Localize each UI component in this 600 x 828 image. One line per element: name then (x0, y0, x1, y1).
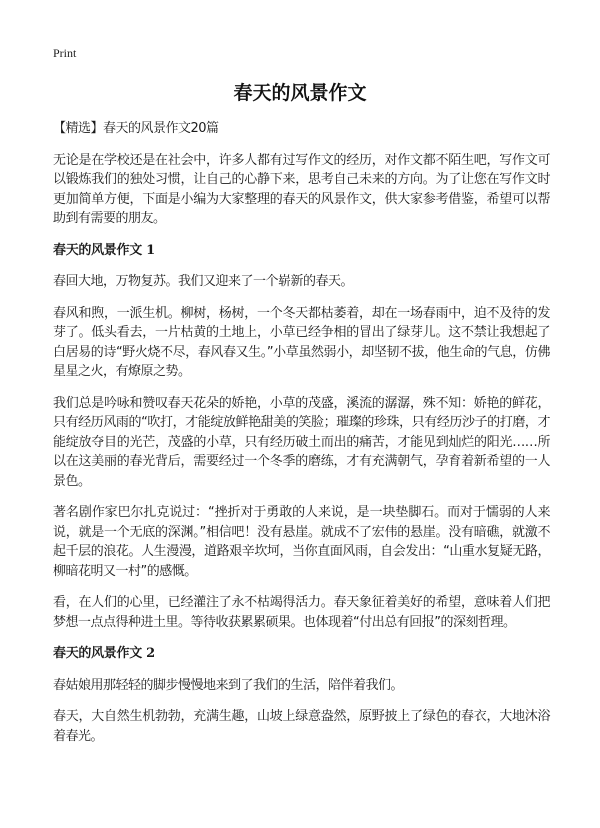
section-heading-1: 春天的风景作文 1 (53, 242, 155, 258)
print-link[interactable]: Print (53, 46, 77, 60)
article-subtitle: 【精选】春天的风景作文20篇 (53, 121, 219, 136)
page-title: 春天的风景作文 (233, 82, 367, 104)
paragraph: 春风和煦，一派生机。柳树，杨树，一个冬天都枯萎着，却在一场春雨中，迫不及待的发芽了。低头看去，一片枯黄的土地上，小草已经争相的冒出了绿芽儿。这不禁让我想起了白居易的诗“野火烧不尽，春风春又生。”小草虽然弱小，却坚韧不拔，他生命的气息，仿佛星星之火，有燎原之势。 (53, 305, 550, 379)
paragraph: 著名剧作家巴尔扎克说过：“挫折对于勇敢的人来说，是一块垫脚石。而对于懦弱的人来说，就是一个无底的深渊。”相信吧！没有悬崖。就成不了宏伟的悬崖。没有暗礁，就激不起千层的浪花。人生漫漫，道路艰辛坎坷，当你直面风雨，自会发出：“山重水复疑无路，柳暗花明又一村”的感慨。 (53, 505, 550, 579)
paragraph: 春回大地，万物复苏。我们又迎来了一个崭新的春天。 (53, 274, 354, 289)
intro-paragraph: 无论是在学校还是在社会中，许多人都有过写作文的经历，对作文都不陌生吧，写作文可以锻炼我们的独处习惯，让自己的心静下来，思考自己未来的方向。为了让您在写作文时更加简单方便，下面是小编为大家整理的春天的风景作文，供大家参考借鉴，希望可以帮助到有需要的朋友。 (53, 152, 550, 226)
paragraph: 我们总是吟咏和赞叹春天花朵的娇艳，小草的茂盛，溪流的潺潺，殊不知：娇艳的鲜花，只有经历风雨的“吹打，才能绽放鲜艳甜美的笑脸；璀璨的珍珠，只有经历沙子的打磨，才能绽放夺目的光芒，茂盛的小草，只有经历破土而出的痛苦，才能见到灿烂的阳光……所以在这美丽的春光背后，需要经过一个冬季的磨练，才有充满朝气，孕育着新希望的一人景色。 (53, 395, 550, 489)
paragraph: 看，在人们的心里，已经灌注了永不枯竭得活力。春天象征着美好的希望，意味着人们把梦想一点点得种进土里。等待收获累累硕果。也体现着“付出总有回报”的深刻哲理。 (53, 595, 550, 630)
paragraph: 春天，大自然生机勃勃，充满生趣，山坡上绿意盎然，原野披上了绿色的春衣，大地沐浴着春光。 (53, 709, 550, 744)
article-body (53, 119, 550, 758)
paragraph: 春姑娘用那轻轻的脚步慢慢地来到了我们的生活，陪伴着我们。 (53, 677, 404, 693)
section-heading-2: 春天的风景作文 2 (53, 646, 155, 661)
